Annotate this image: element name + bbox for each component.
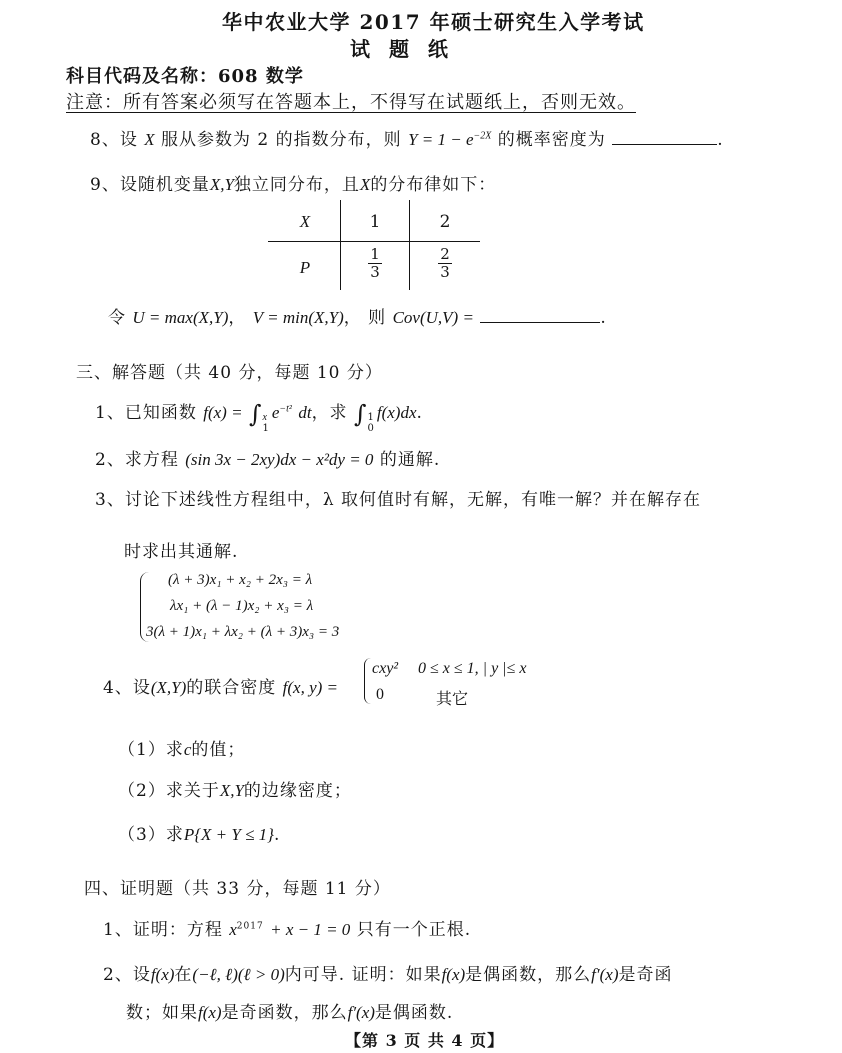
q8-answer-blank [612, 140, 717, 145]
s3-question-3-line2: 时求出其通解. [124, 542, 239, 562]
s4-question-1: 1、证明：方程 $x^{2017} + x - 1 = 0$ 只有一个正根. [103, 920, 472, 940]
q8-text-a: 8、设 [90, 130, 138, 150]
section-4-title: 四、证明题（共 33 分，每题 11 分） [84, 879, 391, 899]
density-cond-1: 0 ≤ x ≤ 1, | y |≤ x [418, 660, 527, 677]
s3-question-4: 4、设(X,Y)的联合密度 f(x, y) = [103, 678, 339, 698]
q9-rest: 独立同分布，且 [233, 175, 360, 195]
q8-text-b: 服从参数为 2 的指数分布，则 [161, 130, 402, 150]
density-cond-2: 其它 [436, 689, 469, 708]
q9-intro: 9、设随机变量 [90, 175, 210, 195]
table-vline-1 [340, 200, 341, 290]
system-eq-1: (λ + 3)x₁ + x₂ + 2x₃ = λ [168, 572, 313, 588]
section-3-title: 三、解答题（共 40 分，每题 10 分） [76, 363, 383, 383]
table-x-value-2: 2 [439, 212, 451, 232]
q9-u-def: U = max(X,Y) [132, 308, 229, 327]
table-p-value-1: $\frac{1}{3}$ [370, 245, 380, 281]
system-eq-3: 3(λ + 1)x₁ + λx₂ + (λ + 3)x₃ = 3 [146, 624, 340, 640]
s3-question-2: 2、求方程 (sin 3x − 2xy)dx − x²dy = 0 的通解. [95, 450, 441, 470]
q9-line2-a: 令 [108, 308, 126, 328]
subject-line: 科目代码及名称：608 数学 [66, 66, 304, 87]
table-vline-2 [409, 200, 410, 290]
question-9-line2: 令 U = max(X,Y)， V = min(X,Y)， 则 Cov(U,V) = . [108, 308, 607, 328]
s4-question-2-line1: 2、设f(x)在(−ℓ, ℓ)(ℓ > 0)内可导. 证明：如果f(x)是偶函数，那么f′(x)是奇函 [103, 965, 673, 985]
s3-q4-part-2: （2）求关于X,Y的边缘密度； [118, 781, 352, 801]
q9-var-x: X [359, 175, 371, 194]
density-case-1: cxy² [372, 660, 399, 677]
density-brace [364, 658, 371, 704]
q9-rest2: 的分布律如下： [370, 175, 497, 195]
q9-v-def: V = min(X,Y) [252, 308, 344, 327]
notice-line: 注意：所有答案必须写在答题本上，不得写在试题纸上，否则无效。 [66, 92, 636, 113]
table-p-label: P [299, 258, 311, 277]
q9-vars: X,Y [209, 175, 234, 194]
table-x-label: X [299, 212, 311, 231]
q9-line2-b: 则 [368, 308, 387, 328]
s3-q4-part-1: （1）求c的值； [118, 740, 246, 760]
page-footer: 【第 3 页 共 4 页】 [345, 1031, 505, 1050]
density-case-2: 0 [376, 686, 384, 703]
s4-question-2-line2: 数；如果f(x)是奇函数，那么f′(x)是偶函数. [126, 1003, 454, 1023]
question-9 [90, 170, 496, 195]
table-p-value-2: $\frac{2}{3}$ [440, 245, 450, 281]
q8-var-x: X [144, 130, 155, 149]
s3-question-1: 1、已知函数 f(x) = ∫ x 1 $e^{-t^2}$ dt，求 ∫ 1 0 f(x)dx. [95, 400, 423, 434]
q9-cov: Cov(U,V) = [392, 308, 474, 327]
q8-text-c: 的概率密度为 [497, 130, 606, 150]
q9-answer-blank [480, 318, 600, 323]
question-8: 8、设 X 服从参数为 2 的指数分布，则 $Y = 1 - e^{-2X}$ 的概率密度为 . [90, 130, 724, 150]
exam-subtitle: 试 题 纸 [350, 37, 454, 61]
exam-title: 华中农业大学 2017 年硕士研究生入学考试 [222, 10, 645, 34]
s3-question-3-line1: 3、讨论下述线性方程组中，λ 取何值时有解，无解，有唯一解？并在解存在 [95, 490, 701, 510]
s3-q4-part-3: （3）求P{X + Y ≤ 1}. [118, 825, 281, 845]
system-eq-2: λx₁ + (λ − 1)x₂ + x₃ = λ [170, 598, 314, 614]
table-x-value-1: 1 [369, 212, 381, 232]
q8-formula: $Y = 1 - e^{-2X}$ [408, 130, 492, 149]
table-hline [268, 241, 480, 242]
